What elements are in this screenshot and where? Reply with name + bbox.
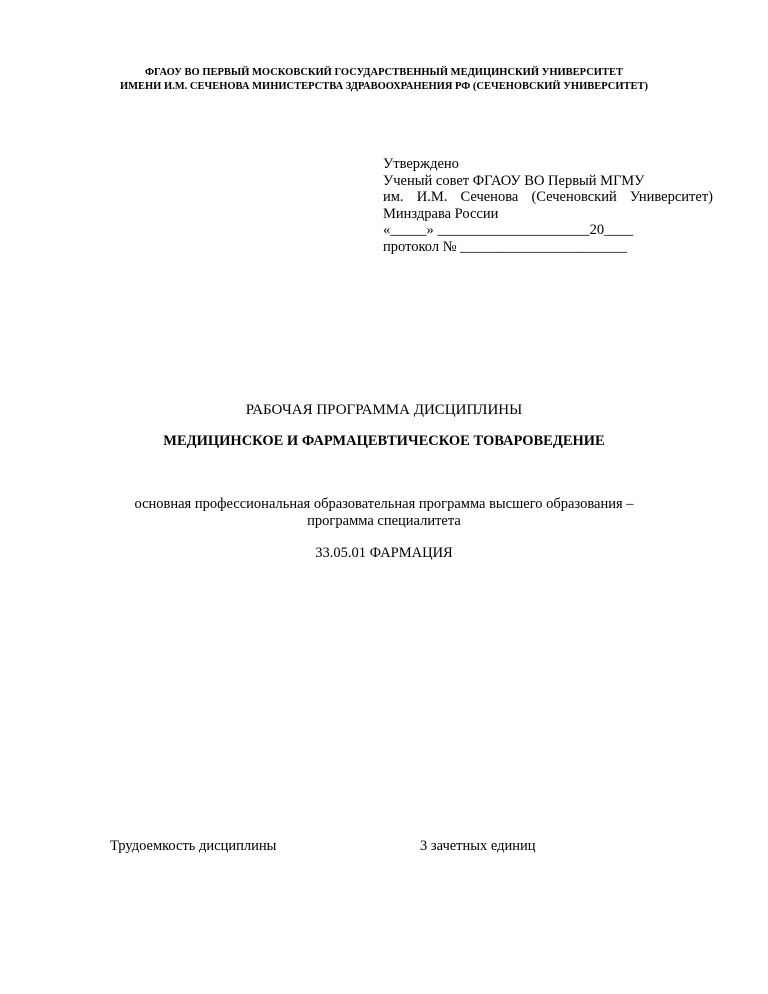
labor-intensity-label: Трудоемкость дисциплины [110, 838, 277, 854]
approval-named-word4: (Сеченовский [531, 189, 617, 206]
edu-program-description [0, 496, 768, 529]
university-header [0, 66, 768, 93]
approval-date-line: «_____» _____________________20____ [383, 222, 634, 239]
approval-ministry: Минздрава России [383, 205, 499, 222]
approval-block [383, 156, 723, 256]
approval-named-word3: Сеченова [460, 189, 519, 206]
labor-intensity-value: 3 зачетных единиц [420, 838, 536, 854]
approval-named-word2: И.М. [416, 189, 448, 206]
approval-named-word1: им. [383, 189, 404, 206]
approval-named-after [383, 189, 713, 206]
approval-named-word5: Университет) [629, 189, 713, 206]
approval-heading: Утверждено [383, 156, 459, 172]
approval-council: Ученый совет ФГАОУ ВО Первый МГМУ [383, 172, 645, 189]
university-header-line2: ИМЕНИ И.М. СЕЧЕНОВА МИНИСТЕРСТВА ЗДРАВООХРАНЕНИЯ РФ (СЕЧЕНОВСКИЙ УНИВЕРСИТЕТ) [119, 80, 649, 92]
discipline-title: МЕДИЦИНСКОЕ И ФАРМАЦЕВТИЧЕСКОЕ ТОВАРОВЕДЕНИЕ [163, 433, 605, 449]
program-label: РАБОЧАЯ ПРОГРАММА ДИСЦИПЛИНЫ [245, 402, 523, 418]
specialty-code: 33.05.01 ФАРМАЦИЯ [315, 545, 453, 561]
approval-protocol-line: протокол № _______________________ [383, 238, 627, 255]
edu-program-line1: основная профессиональная образовательная программа высшего образования – [134, 496, 634, 512]
edu-program-line2: программа специалитета [307, 512, 461, 529]
university-header-line1: ФГАОУ ВО ПЕРВЫЙ МОСКОВСКИЙ ГОСУДАРСТВЕННЫЙ МЕДИЦИНСКИЙ УНИВЕРСИТЕТ [145, 67, 623, 78]
